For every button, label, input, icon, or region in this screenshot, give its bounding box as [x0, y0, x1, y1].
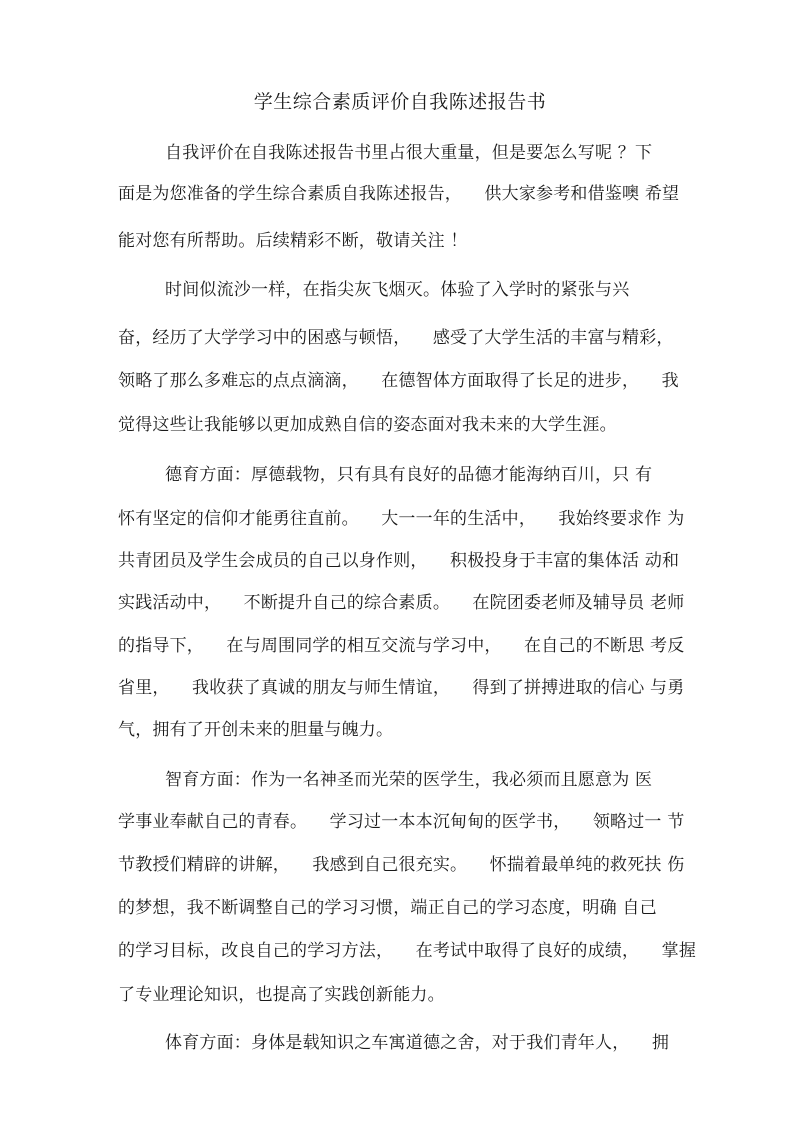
paragraph-line: 学事业奉献自己的青春。 学习过一本本沉甸甸的医学书， 领略过一 节: [118, 812, 685, 832]
paragraph-line: 共青团员及学生会成员的自己以身作则， 积极投身于丰富的集体活 动和: [118, 551, 680, 571]
paragraph-line: 体育方面：身体是载知识之车寓道德之舍，对于我们青年人， 拥: [165, 1033, 670, 1053]
paragraph-line: 领略了那么多难忘的点点滴滴， 在德智体方面取得了长足的进步， 我: [118, 371, 679, 391]
paragraph-line: 的学习目标，改良自己的学习方法， 在考试中取得了良好的成绩， 掌握: [118, 941, 697, 961]
paragraph-line: 节教授们精辟的讲解， 我感到自己很充实。 怀揣着最单纯的救死扶 伤: [118, 855, 685, 875]
paragraph-line: 省里， 我收获了真诚的朋友与师生情谊， 得到了拼搏进取的信心 与勇: [118, 678, 685, 698]
paragraph-line: 怀有坚定的信仰才能勇往直前。 大一一年的生活中， 我始终要求作 为: [118, 509, 685, 529]
paragraph-line: 能对您有所帮助。后续精彩不断，敬请关注 ！: [118, 231, 468, 251]
document-title: 学生综合素质评价自我陈述报告书: [253, 91, 547, 113]
paragraph-line: 时间似流沙一样，在指尖灰飞烟灭。体验了入学时的紧张与兴: [165, 280, 630, 300]
paragraph-line: 实践活动中， 不断提升自己的综合素质。 在院团委老师及辅导员 老师: [118, 593, 685, 613]
paragraph-line: 觉得这些让我能够以更加成熟自信的姿态面对我未来的大学生涯。: [118, 415, 617, 435]
paragraph-line: 奋，经历了大学学习中的困惑与顿悟， 感受了大学生活的丰富与精彩，: [118, 328, 674, 348]
paragraph-line: 了专业理论知识，也提高了实践创新能力。: [118, 985, 445, 1005]
paragraph-line: 自我评价在自我陈述报告书里占很大重量，但是要怎么写呢 ？下: [165, 143, 653, 163]
paragraph-line: 面是为您准备的学生综合素质自我陈述报告， 供大家参考和借鉴噢 希望: [118, 184, 680, 204]
paragraph-line: 的指导下， 在与周围同学的相互交流与学习中， 在自己的不断思 考反: [118, 636, 685, 656]
paragraph-line: 智育方面：作为一名神圣而光荣的医学生，我必须而且愿意为 医: [165, 770, 653, 790]
paragraph-line: 德育方面：厚德载物，只有具有良好的品德才能海纳百川，只 有: [165, 465, 653, 485]
paragraph-line: 的梦想，我不断调整自己的学习习惯，端正自己的学习态度，明确 自己: [118, 898, 657, 918]
paragraph-line: 气，拥有了开创未来的胆量与魄力。: [118, 720, 394, 740]
